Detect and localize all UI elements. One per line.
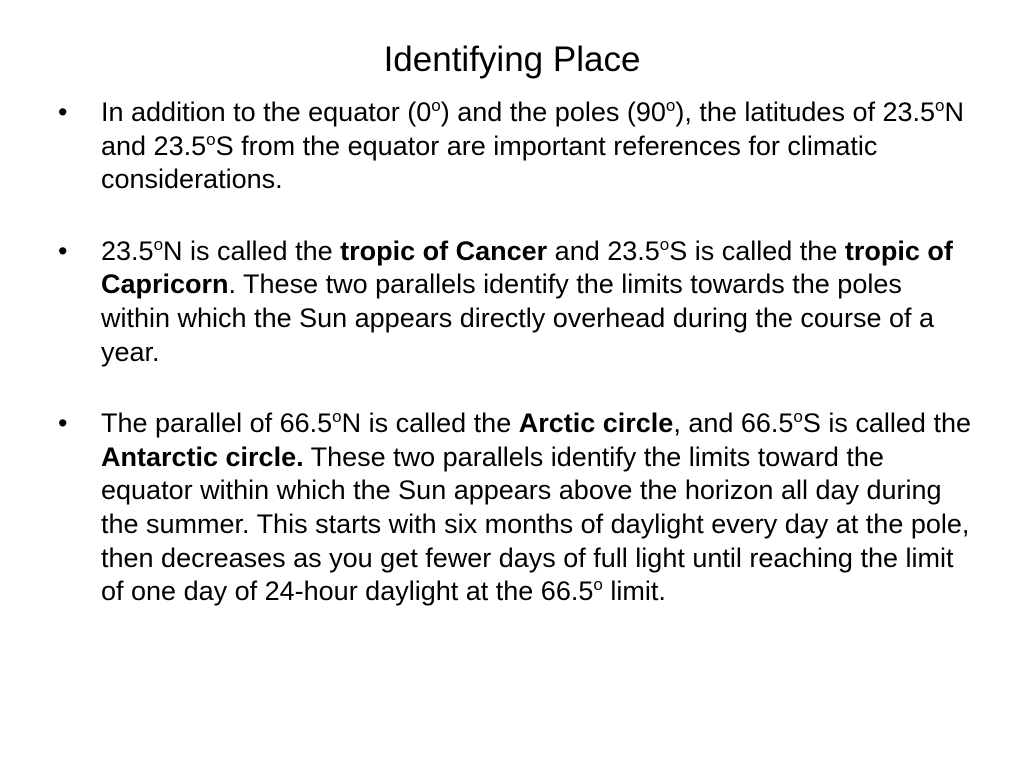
bullet-marker: •	[58, 97, 68, 127]
bullet-tropics	[58, 235, 978, 369]
bullet-text: S from the equator are important references for climatic considerations.	[101, 130, 878, 195]
bullet-list	[58, 96, 978, 647]
degree-symbol: o	[153, 234, 164, 254]
bullet-text: N and 23.5	[101, 97, 964, 161]
degree-symbol: o	[665, 96, 676, 115]
bullet-text: S is called the	[802, 408, 971, 439]
degree-symbol: o	[659, 234, 670, 254]
bullet-text: These two parallels identify the limits toward the equator within which the Sun appears above the horizon all day during the summer. This starts with six months of daylight every day at the pole, then decreases as you get fewer days of full light until reaching the limit of one day of 24-hour daylight at the 66.5	[101, 441, 970, 607]
bullet-marker: •	[58, 235, 68, 266]
bullet-text: In addition to the equator (0	[101, 97, 432, 127]
term-tropic-of-cancer: tropic of Cancer	[340, 235, 548, 266]
bullet-text: ) and the poles (90	[440, 97, 666, 127]
slide-title: Identifying Place	[383, 40, 641, 79]
bullet-text: limit.	[602, 576, 666, 607]
degree-symbol: o	[793, 407, 803, 427]
term-antarctic-circle: Antarctic circle.	[101, 441, 304, 472]
degree-symbol: o	[332, 407, 342, 427]
degree-symbol: o	[431, 96, 441, 115]
degree-symbol: o	[935, 96, 945, 115]
bullet-text: The parallel of 66.5	[101, 408, 333, 439]
bullet-polar-circles	[58, 407, 978, 609]
bullet-text: , and 66.5	[673, 408, 794, 439]
degree-symbol: o	[206, 129, 216, 149]
bullet-marker: •	[58, 408, 68, 439]
bullet-text: 23.5	[101, 235, 154, 266]
degree-symbol: o	[593, 575, 603, 595]
bullet-text: ), the latitudes of 23.5	[675, 97, 936, 127]
bullet-equator-poles	[58, 96, 978, 197]
term-arctic-circle: Arctic circle	[518, 408, 674, 439]
bullet-text: N is called the	[163, 235, 341, 266]
bullet-text: S is called the	[669, 235, 845, 266]
bullet-text: and 23.5	[547, 235, 660, 266]
bullet-text: N is called the	[341, 408, 519, 439]
term-tropic-of-capricorn: tropic of Capricorn	[101, 235, 953, 300]
bullet-text: . These two parallels identify the limits towards the poles within which the Sun appears directly overhead during the course of a year.	[101, 269, 934, 367]
